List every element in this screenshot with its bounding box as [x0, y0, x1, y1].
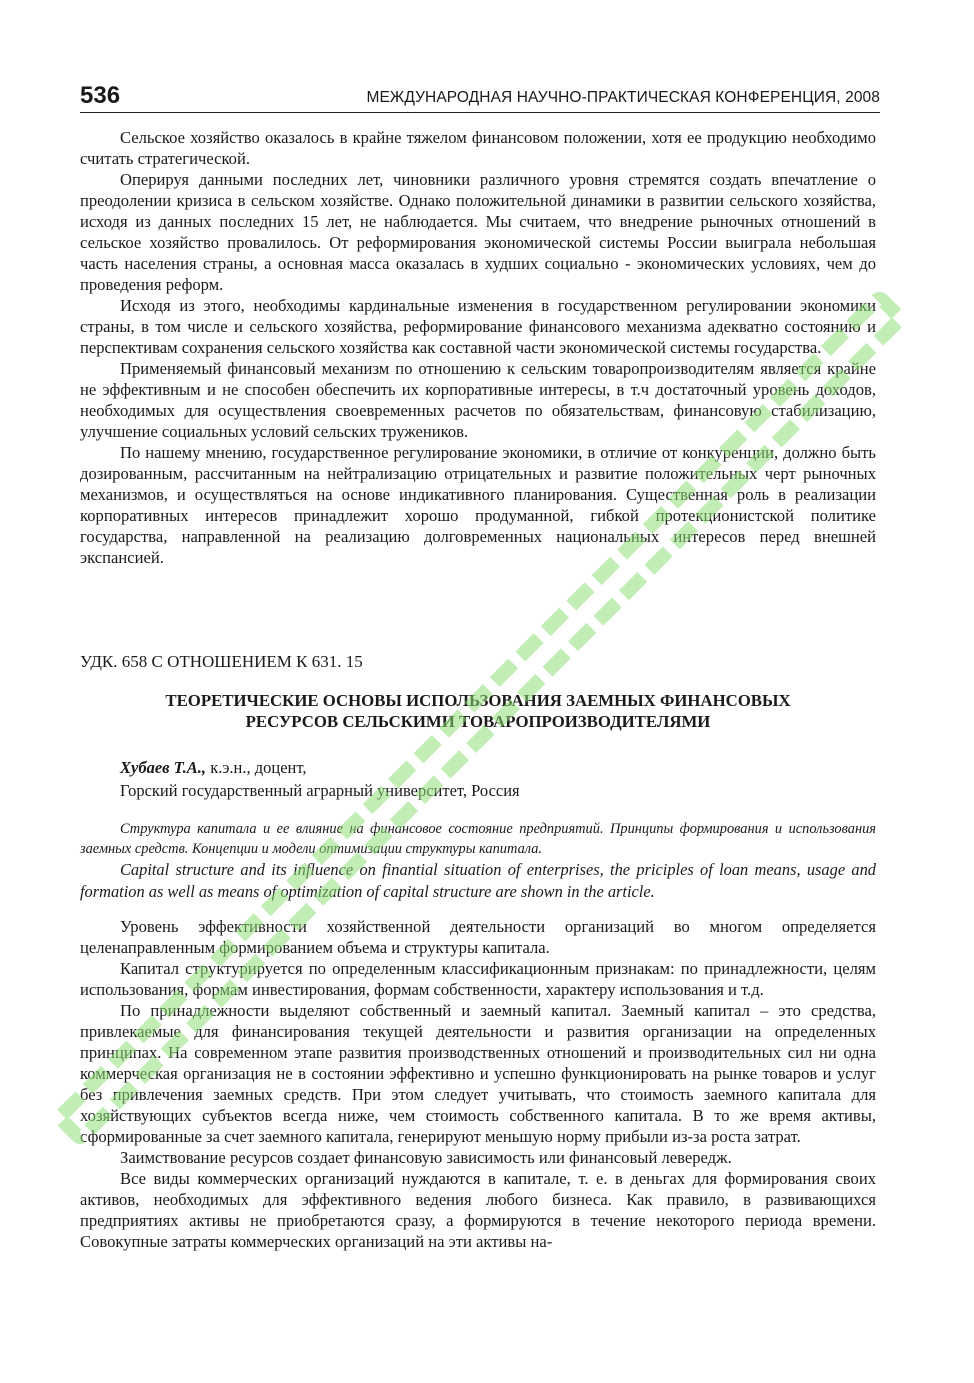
paragraph: Исходя из этого, необходимы кардинальные изменения в государственном регулировании экономики страны, в том числе и сельского хозяйства, реформирование финансового механизма адекватно состоянию и перспективам сохранения сельского хозяйства как составной части экономической системы государства.	[80, 296, 876, 357]
author-degree: к.э.н., доцент,	[210, 758, 307, 777]
author-line	[120, 756, 520, 779]
article-body	[80, 916, 876, 1252]
author-name: Хубаев Т.А.,	[120, 758, 207, 777]
page-number: 536	[80, 82, 121, 109]
paragraph: По нашему мнению, государственное регулирование экономики, в отличие от конкуренции, должно быть дозированным, рассчитанным на нейтрализацию отрицательных и развитие положительных черт рыночных механизмов, и осуществляться на основе индикативного планирования. Существенная роль в реализации корпоративных интересов принадлежит хорошо продуманной, гибкой протекционистской политике государства, направленной на реализацию долговременных национальных интересов перед внешней экспансией.	[80, 443, 876, 567]
paragraph: Заимствование ресурсов создает финансовую зависимость или финансовый левередж.	[120, 1148, 732, 1167]
paragraph: По принадлежности выделяют собственный и заемный капитал. Заемный капитал – это средства, привлекаемые для финансирования текущей деятельности и развития организации на определенных принципах. На современном этапе развития производственных отношений и производительных сил ни одна коммерческая организация не в состоянии эффективно и успешно функционировать на рынке товаров и услуг без привлечения заемных средств. При этом следует учитывать, что стоимость заемного капитала для хозяйствующих субъектов всегда ниже, чем стоимость собственного капитала. В то же время активы, сформированные за счет заемного капитала, генерируют меньшую норму прибыли из-за роста затрат.	[80, 1001, 876, 1146]
page-header	[80, 82, 880, 113]
udc-code: УДК. 658 С ОТНОШЕНИЕМ К 631. 15	[80, 652, 363, 671]
previous-article-text	[80, 127, 876, 568]
author-affiliation: Горский государственный аграрный университет, Россия	[120, 781, 520, 800]
abstract	[80, 819, 876, 903]
running-title: МЕЖДУНАРОДНАЯ НАУЧНО-ПРАКТИЧЕСКАЯ КОНФЕРЕНЦИЯ, 2008	[366, 89, 880, 106]
title-line: ТЕОРЕТИЧЕСКИЕ ОСНОВЫ ИСПОЛЬЗОВАНИЯ ЗАЕМНЫХ ФИНАНСОВЫХ	[165, 691, 791, 710]
abstract-en: Capital structure and its influence on finantial situation of enterprises, the priciples of loan means, usage and formation as well as means of optimization of capital structure are shown in the article.	[80, 860, 876, 901]
title-line: РЕСУРСОВ СЕЛЬСКИМИ ТОВАРОПРОИЗВОДИТЕЛЯМИ	[245, 712, 711, 731]
paragraph: Все виды коммерческих организаций нуждаются в капитале, т. е. в деньгах для формирования своих активов, необходимых для эффективного ведения любого бизнеса. Как правило, в развивающихся предприятиях активы не приобретаются сразу, а формируются в течение некоторого периода времени. Совокупные затраты коммерческих организаций на эти активы на-	[80, 1169, 876, 1251]
paragraph: Оперируя данными последних лет, чиновники различного уровня стремятся создать впечатление о преодолении кризиса в сельском хозяйстве. Однако положительной динамики в развитии сельского хозяйства, исходя из данных последних 15 лет, не наблюдается. Мы считаем, что внедрение рыночных отношений в сельское хозяйство провалилось. От реформирования экономической системы России выиграла небольшая часть населения страны, а основная масса оказалась в худших социально - экономических условиях, чем до проведения реформ.	[80, 170, 876, 294]
paragraph: Капитал структурируется по определенным классификационным признакам: по принадлежности, целям использования, формам инвестирования, формам собственности, характеру использования и т.д.	[80, 959, 876, 999]
article-title	[80, 690, 876, 732]
abstract-ru: Структура капитала и ее влияние на финансовое состояние предприятий. Принципы формирования и использования заемных средств. Концепции и модели оптимизации структуры капитала.	[80, 821, 876, 857]
paragraph: Применяемый финансовый механизм по отношению к сельским товаропроизводителям является крайне не эффективным и не способен обеспечить их корпоративные интересы, в т.ч достаточный уровень доходов, необходимых для осуществления своевременных расчетов по обязательствам, финансовую стабилизацию, улучшение социальных условий сельских тружеников.	[80, 359, 876, 441]
paragraph: Сельское хозяйство оказалось в крайне тяжелом финансовом положении, хотя ее продукцию необходимо считать стратегической.	[80, 128, 876, 168]
author-block	[120, 756, 520, 802]
paragraph: Уровень эффективности хозяйственной деятельности организаций во многом определяется целенаправленным формированием объема и структуры капитала.	[80, 917, 876, 957]
